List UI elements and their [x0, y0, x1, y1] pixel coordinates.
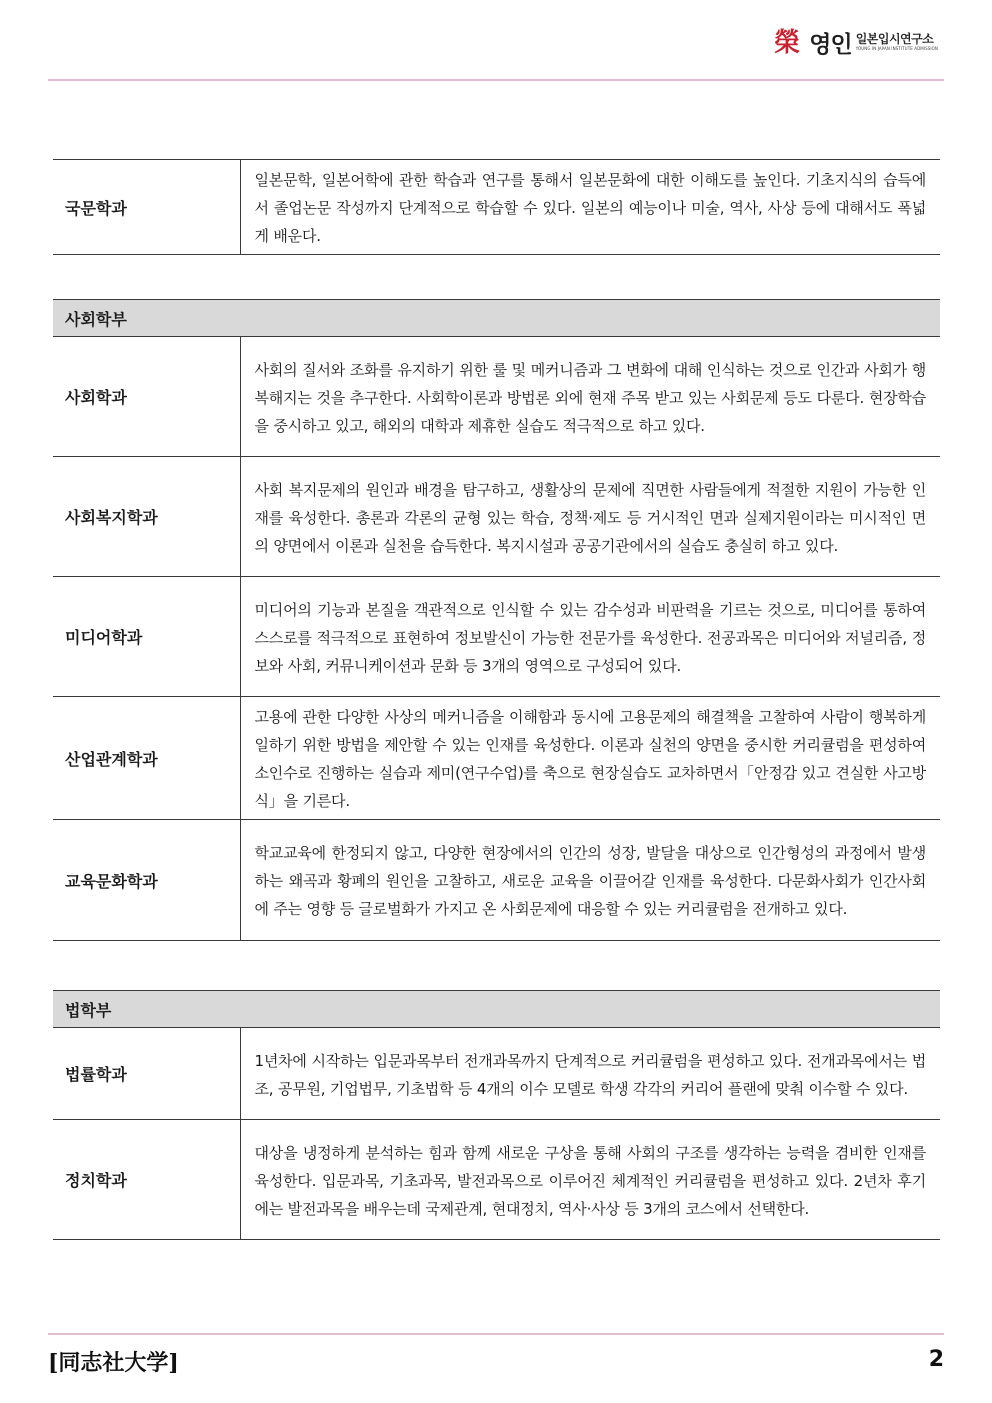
- table-row: [53, 1028, 940, 1120]
- department-name: 국문학과: [53, 160, 240, 255]
- department-description: 미디어의 기능과 본질을 객관적으로 인식할 수 있는 감수성과 비판력을 기르는 것으로, 미디어를 통하여 스스로를 적극적으로 표현하여 정보발신이 가능한 전문가를 육성한다. 전공과목은 미디어와 저널리즘, 정보와 사회, 커뮤니케이션과 문화 등 3개의 영역으로 구성되어 있다.: [240, 577, 940, 697]
- department-name: 사회복지학과: [53, 457, 240, 577]
- table-row: [53, 577, 940, 697]
- department-table-literature: [53, 159, 940, 255]
- department-description: 사회의 질서와 조화를 유지하기 위한 룰 및 메커니즘과 그 변화에 대해 인식하는 것으로 인간과 사회가 행복해지는 것을 추구한다. 사회학이론과 방법론 외에 현재 주목 받고 있는 사회문제 등도 다룬다. 현장학습을 중시하고 있고, 해외의 대학과 제휴한 실습도 적극적으로 하고 있다.: [240, 337, 940, 457]
- table-row: [53, 337, 940, 457]
- brand-logo: [767, 22, 938, 62]
- department-description: 일본문학, 일본어학에 관한 학습과 연구를 통해서 일본문화에 대한 이해도를 높인다. 기초지식의 습득에서 졸업논문 작성까지 단계적으로 학습할 수 있다. 일본의 예능이나 미술, 역사, 사상 등에 대해서도 폭넓게 배운다.: [240, 160, 940, 255]
- logo-mark-icon: [767, 22, 807, 62]
- header-divider: [48, 79, 944, 81]
- footer-divider: [48, 1333, 944, 1335]
- logo-english: YOUNG IN JAPAN INSTITUTE ADMISSION: [855, 46, 938, 51]
- logo-subtitle: 일본입시연구소: [855, 32, 934, 46]
- department-name: 사회학과: [53, 337, 240, 457]
- department-description: 사회 복지문제의 원인과 배경을 탐구하고, 생활상의 문제에 직면한 사람들에게 적절한 지원이 가능한 인재를 육성한다. 총론과 각론의 균형 있는 학습, 정책·제도 등 거시적인 면과 실제지원이라는 미시적인 면의 양면에서 이론과 실천을 습득한다. 복지시설과 공공기관에서의 실습도 충실히 하고 있다.: [240, 457, 940, 577]
- faculty-title: 법학부: [53, 991, 940, 1028]
- department-name: 산업관계학과: [53, 697, 240, 820]
- department-name: 미디어학과: [53, 577, 240, 697]
- footer-university-name: [同志社大学]: [48, 1350, 179, 1376]
- page-number: 2: [928, 1347, 944, 1372]
- section-header-row: [53, 300, 940, 337]
- table-row: [53, 1120, 940, 1240]
- faculty-title: 사회학부: [53, 300, 940, 337]
- table-row: [53, 160, 940, 255]
- department-description: 대상을 냉정하게 분석하는 힘과 함께 새로운 구상을 통해 사회의 구조를 생각하는 능력을 겸비한 인재를 육성한다. 입문과목, 기초과목, 발전과목으로 이루어진 체계적인 커리큘럼을 편성하고 있다. 2년차 후기에는 발전과목을 배우는데 국제관계, 현대정치, 역사·사상 등 3개의 코스에서 선택한다.: [240, 1120, 940, 1240]
- logo-text-block: [856, 32, 938, 52]
- department-name: 정치학과: [53, 1120, 240, 1240]
- department-name: 교육문화학과: [53, 820, 240, 941]
- table-row: [53, 457, 940, 577]
- logo-mark-glyph: 榮: [774, 28, 801, 58]
- department-table-sociology: [53, 299, 940, 941]
- department-table-law: [53, 990, 940, 1240]
- table-row: [53, 697, 940, 820]
- page-header: [48, 0, 944, 80]
- table-row: [53, 820, 940, 941]
- section-header-row: [53, 991, 940, 1028]
- logo-brand-name: 영인: [809, 31, 852, 58]
- department-description: 1년차에 시작하는 입문과목부터 전개과목까지 단계적으로 커리큘럼을 편성하고 있다. 전개과목에서는 법조, 공무원, 기업법무, 기초법학 등 4개의 이수 모델로 학생 각각의 커리어 플랜에 맞춰 이수할 수 있다.: [240, 1028, 940, 1120]
- department-description: 고용에 관한 다양한 사상의 메커니즘을 이해함과 동시에 고용문제의 해결책을 고찰하여 사람이 행복하게 일하기 위한 방법을 제안할 수 있는 인재를 육성한다. 이론과 실천의 양면을 중시한 커리큘럼을 편성하여 소인수로 진행하는 실습과 제미(연구수업)를 축으로 현장실습도 교차하면서「안정감 있고 견실한 사고방식」을 기른다.: [240, 697, 940, 820]
- department-name: 법률학과: [53, 1028, 240, 1120]
- department-description: 학교교육에 한정되지 않고, 다양한 현장에서의 인간의 성장, 발달을 대상으로 인간형성의 과정에서 발생하는 왜곡과 황폐의 원인을 고찰하고, 새로운 교육을 이끌어갈 인재를 육성한다. 다문화사회가 인간사회에 주는 영향 등 글로벌화가 가지고 온 사회문제에 대응할 수 있는 커리큘럼을 전개하고 있다.: [240, 820, 940, 941]
